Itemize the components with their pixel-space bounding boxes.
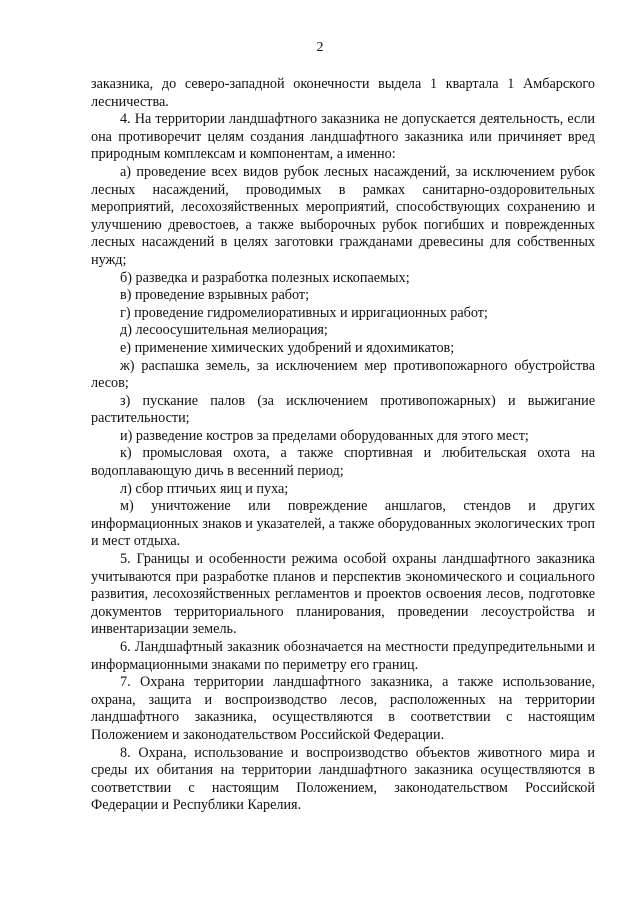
paragraph: г) проведение гидромелиоративных и ирригационных работ;: [120, 304, 488, 321]
paragraph: л) сбор птичьих яиц и пуха;: [120, 480, 289, 497]
paragraph: 4. На территории ландшафтного заказника не допускается деятельность, если она противоречит целям создания ландшафтного заказника или причиняет вред природным комплексам и компонентам, а именно:: [91, 111, 595, 163]
paragraph: 8. Охрана, использование и воспроизводство объектов животного мира и среды их обитания на территории ландшафтного заказника осуществляются в соответствии с настоящим Положением, законодательством Российской Федерации и Республики Карелия.: [91, 744, 595, 814]
paragraph: е) применение химических удобрений и ядохимикатов;: [120, 339, 455, 356]
paragraph: 5. Границы и особенности режима особой охраны ландшафтного заказника учитываются при разработке планов и перспектив экономического и социального развития, лесохозяйственных регламентов и проектов освоения лесов, подготовке документов территориального планирования, проведении лесоустройства и инвентаризации земель.: [91, 551, 595, 638]
page-number: 2: [316, 40, 324, 55]
paragraph: заказника, до северо-западной оконечности выдела 1 квартала 1 Амбарского лесничества.: [91, 76, 595, 110]
document-body: [91, 76, 595, 815]
paragraph: и) разведение костров за пределами оборудованных для этого мест;: [120, 427, 529, 444]
paragraph: д) лесоосушительная мелиорация;: [120, 322, 328, 339]
paragraph: 7. Охрана территории ландшафтного заказника, а также использование, охрана, защита и воспроизводство лесов, расположенных на территории ландшафтного заказника, осуществляются в соответствии с настоящим Положением и законодательством Российской Федерации.: [91, 674, 595, 743]
paragraph: в) проведение взрывных работ;: [120, 287, 310, 304]
paragraph: 6. Ландшафтный заказник обозначается на местности предупредительными и информационными знаками по периметру его границ.: [91, 639, 595, 673]
paragraph: а) проведение всех видов рубок лесных насаждений, за исключением рубок лесных насаждений, проводимых в рамках санитарно-оздоровительных мероприятий, лесохозяйственных мероприятий, способствующих сохранению и улучшению древостоев, а также выборочных рубок погибших и поврежденных лесных насаждений в целях заготовки гражданами древесины для собственных нужд;: [91, 163, 595, 268]
paragraph: ж) распашка земель, за исключением мер противопожарного обустройства лесов;: [91, 357, 595, 392]
paragraph: м) уничтожение или повреждение аншлагов, стендов и других информационных знаков и указателей, а также оборудованных экологических троп и мест отдыха.: [91, 498, 595, 550]
paragraph: з) пускание палов (за исключением противопожарных) и выжигание растительности;: [91, 392, 595, 427]
paragraph: б) разведка и разработка полезных ископаемых;: [120, 269, 410, 286]
paragraph: к) промысловая охота, а также спортивная и любительская охота на водоплавающую дичь в весенний период;: [91, 445, 595, 480]
